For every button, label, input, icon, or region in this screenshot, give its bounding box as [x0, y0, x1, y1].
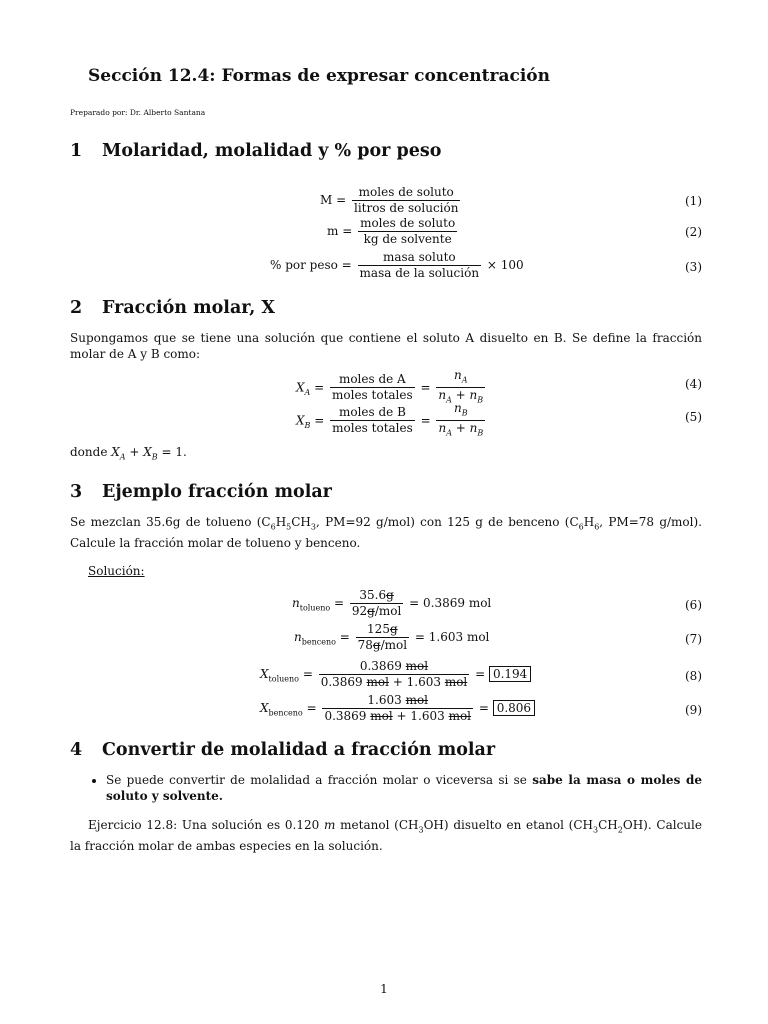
- section-title: Fracción molar, X: [102, 298, 276, 318]
- page-title: Sección 12.4: Formas de expresar concentración: [88, 66, 550, 86]
- equation-4: $X_A$ = $\frac{\text{moles de A}}{\text{moles totales}}$ = $\frac{n_A}{n_A + n_B}$: [296, 368, 484, 405]
- equation-5: $X_B$ = $\frac{\text{moles de B}}{\text{moles totales}}$ = $\frac{n_B}{n_A + n_B}$: [296, 401, 484, 438]
- bullet-list: [88, 772, 702, 804]
- equation-3: % por peso = $\frac{\text{masa soluto}}{\text{masa de la solución}}$ × 100: [270, 250, 524, 280]
- equation-7: $n_{benceno}$ = $\frac{125g}{\text{78g/mol}}$ = 1.603 mol: [294, 622, 490, 652]
- equation-1: M = $\frac{\text{moles de soluto}}{\text{litros de solución}}$: [320, 185, 459, 215]
- page-number: 1: [380, 982, 388, 996]
- section-title: Convertir de molalidad a fracción molar: [102, 740, 496, 760]
- equation-number: (3): [685, 260, 702, 274]
- section-number: 3: [70, 482, 83, 502]
- equation-number: (5): [685, 410, 702, 424]
- result-box: 0.806: [493, 700, 535, 716]
- solution-label: Solución:: [88, 564, 145, 578]
- equation-number: (1): [685, 194, 702, 208]
- section-1-heading: [70, 141, 441, 161]
- section-4-heading: [70, 740, 495, 760]
- equation-9: $X_{benceno}$ = $\frac{\text{1.603 mol}}{\text{0.3869 mol + 1.603 mol}}$ = 0.806: [260, 693, 535, 724]
- section-3-heading: [70, 482, 332, 502]
- equation-6: $n_{tolueno}$ = $\frac{35.6g}{\text{92g/mol}}$ = 0.3869 mol: [292, 588, 492, 618]
- author-line: Preparado por: Dr. Alberto Santana: [70, 108, 206, 117]
- paragraph-definition: Supongamos que se tiene una solución que contiene el soluto A disuelto en B. Se define la fracción molar de A y B como:: [70, 331, 702, 361]
- section-2-heading: [70, 298, 275, 318]
- equation-number: (2): [685, 225, 702, 239]
- equation-2: m = $\frac{\text{moles de soluto}}{\text{kg de solvente}}$: [327, 216, 456, 246]
- paragraph-sum-rule: donde $X_A + X_B = 1$.: [70, 445, 187, 462]
- section-title: Molaridad, molalidad y % por peso: [102, 141, 442, 161]
- section-title: Ejemplo fracción molar: [102, 482, 332, 502]
- equation-number: (4): [685, 377, 702, 391]
- list-item: • Se puede convertir de molalidad a fracción molar o viceversa si se sabe la masa o moles de soluto y solvente.: [106, 772, 702, 804]
- section-number: 2: [70, 298, 83, 318]
- section-number: 4: [70, 740, 83, 760]
- equation-number: (8): [685, 669, 702, 683]
- paragraph-example: Se mezclan 35.6g de tolueno ($C_6H_5CH_3$, PM=92 g/mol) con 125 g de benceno ($C_6H_6$, PM=78 g/mol). Calcule la fracción molar de tolueno y benceno.: [70, 515, 702, 551]
- result-box: 0.194: [489, 666, 531, 682]
- equation-number: (6): [685, 598, 702, 612]
- equation-number: (7): [685, 632, 702, 646]
- section-number: 1: [70, 141, 83, 161]
- equation-number: (9): [685, 703, 702, 717]
- equation-8: $X_{tolueno}$ = $\frac{\text{0.3869 mol}}{\text{0.3869 mol + 1.603 mol}}$ = 0.194: [260, 659, 531, 690]
- paragraph-exercise: Ejercicio 12.8: Una solución es 0.120 m metanol $(CH_3OH)$ disuelto en etanol $(CH_3CH_2OH)$. Calcule la fracción molar de ambas especies en la solución.: [70, 818, 702, 854]
